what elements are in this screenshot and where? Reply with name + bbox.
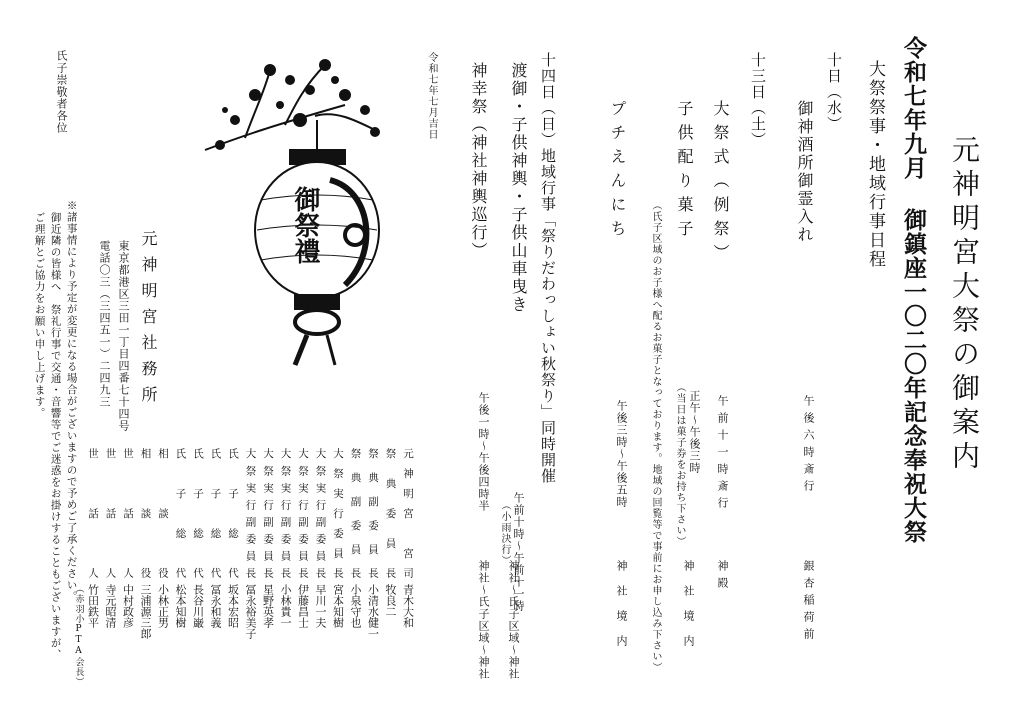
official-role: 祭典副委員長 (367, 448, 379, 578)
official-role: 祭典副委員長 (349, 448, 362, 578)
event-place: 神社～氏子区域～神社 (477, 560, 490, 680)
official-name: 早川一夫 (314, 584, 327, 628)
event-note: （氏子区域のお子様へ配るお菓子となっております。地域の回覧等で事前にお申し込み下さい） (650, 200, 661, 673)
official-name: 宮本知樹 (331, 584, 345, 628)
event-name: 神幸祭（神社神輿巡行） (469, 62, 488, 260)
official-role: 相談役 (139, 448, 152, 578)
official-role: 大祭実行副委員長 (314, 448, 327, 578)
official-role: 世話人 (87, 448, 99, 578)
official-name: 小林貴一 (279, 584, 292, 628)
official-role: 大祭実行副委員長 (262, 448, 274, 578)
office-phone: 電話〇三（三四五一）二四九三 (98, 240, 111, 408)
official-role: 世話人 (104, 448, 117, 578)
event-place: 神社境内 (682, 560, 695, 660)
event-time-note: （小雨決行） (499, 500, 510, 566)
official-name: 牧良二 (384, 584, 397, 617)
event-name: 子供配り菓子 (675, 100, 694, 244)
official-role: 相談役 (157, 448, 169, 578)
officials-list (73, 448, 420, 708)
event-place: 神社～氏子区域～神社 (507, 560, 520, 680)
issue-date: 令和七年七月吉日 (426, 52, 437, 140)
official-role: 氏子総代 (174, 448, 187, 578)
official-role: 元神明宮 宮司 (402, 448, 414, 578)
note-line-3: ご理解とご協力をお願い申し上げます。 (33, 212, 46, 419)
official-role: 氏子総代 (192, 448, 204, 578)
event-time: 午前十一時斎行 (716, 395, 729, 514)
office-address: 東京都港区三田一丁目四番七十四号 (117, 240, 130, 432)
official-role: 大祭実行副委員長 (297, 448, 309, 578)
official-name: 星野英孝 (261, 584, 275, 628)
official-name: 冨永裕美子 (244, 584, 257, 639)
event-place: 神社境内 (615, 560, 628, 660)
official-name: 松本知樹 (174, 584, 187, 628)
event-time: 午後一時～午後四時半 (477, 392, 490, 512)
official-name: 三浦源三郎 (139, 584, 152, 639)
event-time: 正午～午後三時 (688, 390, 701, 474)
official-name: 青木大和 (401, 584, 415, 628)
official-name: 小清水健一 (366, 584, 380, 639)
event-name: 渡御・子供神輿・子供山車曳き (509, 62, 528, 314)
event-name: プチえんにち (608, 100, 627, 244)
official-name: 冨永和義 (209, 584, 222, 628)
event-time: 午後三時～午後五時 (615, 400, 628, 508)
day-14: 十四日（日）地域行事「祭りだわっしょい秋祭り」同時開催 (539, 52, 557, 484)
office-name: 元神明宮社務所 (139, 230, 158, 412)
note-line-1: ※諸事情により予定が変更になる場合がございますので予めご了承ください。 (65, 200, 78, 603)
lantern-label: 御祭禮 (290, 186, 320, 264)
event-place: 神殿 (716, 560, 729, 594)
official-name: 伊藤昌士 (296, 584, 310, 628)
official-role: 氏子総代 (209, 448, 222, 578)
event-place: 銀杏稲荷前 (802, 560, 815, 645)
main-title: 元神明宮大祭の御案内 (948, 135, 981, 475)
day-10: 十日（水） (825, 52, 843, 132)
event-name: 御神酒所御霊入れ (795, 100, 814, 244)
official-name: 長谷川巌 (191, 584, 205, 628)
sub-title: 令和七年九月 御鎮座一〇二〇年記念奉祝大祭 (900, 36, 927, 544)
official-role: 大祭実行委員長 (332, 448, 344, 578)
plum-blossom-icon (215, 59, 380, 150)
official-role: 氏子総代 (227, 448, 239, 578)
official-role: 大祭実行副委員長 (244, 448, 257, 578)
day-13: 十三日（土） (749, 52, 767, 148)
addressee: 氏子崇敬者各位 (55, 50, 68, 134)
official-name: 小林正男 (156, 584, 170, 628)
official-name: 寺元昭清 (104, 584, 117, 628)
official-name: 小泉守也 (349, 584, 362, 628)
event-time: 午前十時～午前十一時 (512, 492, 525, 612)
official-role: 祭典委員長 (384, 448, 397, 578)
note-line-2: 御近隣の皆様へ 祭礼行事で交通・音響等でご迷惑をお掛けすることもございますが、 (49, 212, 62, 661)
schedule-heading: 大祭祭事・地域行事日程 (865, 60, 885, 269)
official-role: 大祭実行副委員長 (279, 448, 292, 578)
official-note: （赤羽小PTA会長） (73, 584, 84, 687)
official-name: 坂本宏昭 (226, 584, 240, 628)
official-name: 竹田鉄平 (86, 584, 100, 628)
event-name: 大祭式（例祭） (711, 100, 730, 268)
event-time: 午後六時斎行 (802, 395, 815, 497)
official-role: 世話人 (122, 448, 134, 578)
event-time-note: （当日は菓子券をお持ち下さい） (674, 382, 685, 547)
official-name: 中村政彦 (121, 584, 135, 628)
